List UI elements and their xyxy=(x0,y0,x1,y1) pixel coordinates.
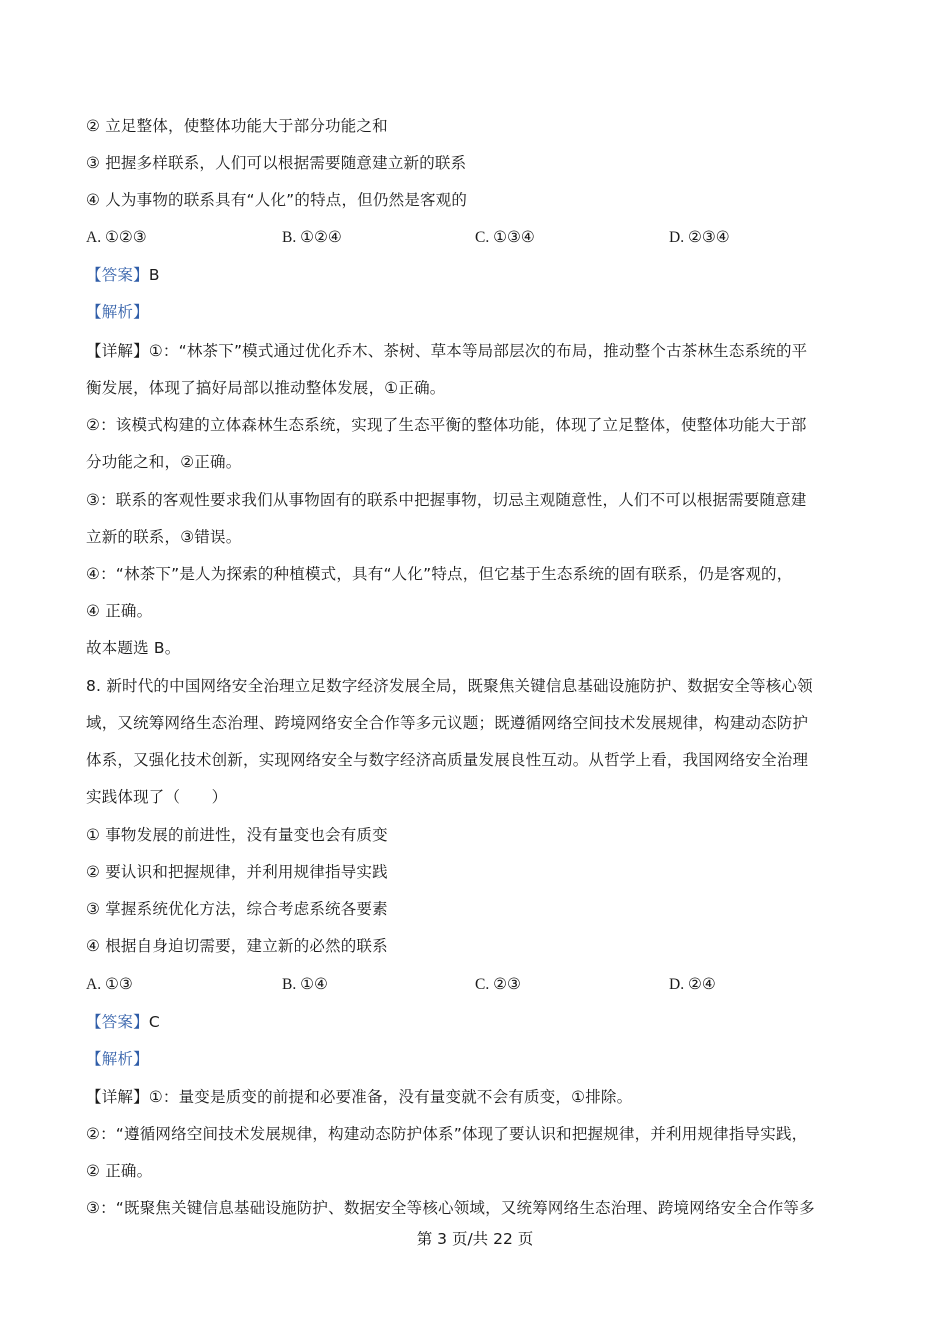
q7-detail-2: ②：该模式构建的立体森林生态系统，实现了生态平衡的整体功能，体现了立足整体，使整体功能大于部 xyxy=(86,416,807,434)
detail-tag: 【详解】 xyxy=(86,342,149,360)
q7-analysis-heading xyxy=(86,301,876,323)
q7-detail-1-cont: 衡发展，体现了搞好局部以推动整体发展，①正确。 xyxy=(86,379,446,397)
q8-detail-1-text: ①：量变是质变的前提和必要准备，没有量变就不会有质变，①排除。 xyxy=(148,1088,633,1106)
detail-tag: 【详解】 xyxy=(86,1088,149,1106)
q7-option-d: D. ②③④ xyxy=(669,229,730,246)
q8-option-b: B. ①④ xyxy=(282,976,328,993)
q8-options xyxy=(86,974,876,996)
answer-tag: 【答案】 xyxy=(86,266,149,284)
q8-analysis-heading xyxy=(86,1048,876,1070)
q8-statement-1: ① 事物发展的前进性，没有量变也会有质变 xyxy=(86,826,388,844)
analysis-tag: 【解析】 xyxy=(86,1050,149,1068)
q8-stem-2: 域，又统筹网络生态治理、跨境网络安全合作等多元议题；既遵循网络空间技术发展规律，构建动态防护 xyxy=(86,714,809,732)
q8-statement-2: ② 要认识和把握规律，并利用规律指导实践 xyxy=(86,863,388,881)
q7-detail-2-cont: 分功能之和，②正确。 xyxy=(86,453,242,471)
q8-stem-3: 体系，又强化技术创新，实现网络安全与数字经济高质量发展良性互动。从哲学上看，我国网络安全治理 xyxy=(86,751,809,769)
q7-statement-2: ② 立足整体，使整体功能大于部分功能之和 xyxy=(86,117,388,135)
q8-option-a: A. ①③ xyxy=(86,976,133,993)
answer-value: B xyxy=(148,266,160,284)
q8-detail-3: ③：“既聚焦关键信息基础设施防护、数据安全等核心领域，又统筹网络生态治理、跨境网络安全合作等多 xyxy=(86,1199,815,1217)
answer-value: C xyxy=(148,1013,160,1031)
q7-option-b: B. ①②④ xyxy=(282,229,342,246)
q7-options xyxy=(86,227,876,249)
answer-tag: 【答案】 xyxy=(86,1013,149,1031)
q7-detail-1 xyxy=(86,340,876,362)
q7-detail-3-cont: 立新的联系，③错误。 xyxy=(86,528,242,546)
q8-detail-2-cont: ② 正确。 xyxy=(86,1162,153,1180)
q7-detail-4: ④：“林茶下”是人为探索的种植模式，具有“人化”特点，但它基于生态系统的固有联系，仍是客观的， xyxy=(86,565,793,583)
q7-answer xyxy=(86,264,876,286)
page-footer: 第 3 页/共 22 页 xyxy=(416,1230,534,1248)
q8-option-d: D. ②④ xyxy=(669,976,716,993)
analysis-tag: 【解析】 xyxy=(86,303,149,321)
q8-statement-3: ③ 掌握系统优化方法，综合考虑系统各要素 xyxy=(86,900,388,918)
q7-statement-3: ③ 把握多样联系，人们可以根据需要随意建立新的联系 xyxy=(86,154,467,172)
q7-detail-3: ③：联系的客观性要求我们从事物固有的联系中把握事物，切忌主观随意性，人们不可以根据需要随意建 xyxy=(86,491,807,509)
q7-statement-4: ④ 人为事物的联系具有“人化”的特点，但仍然是客观的 xyxy=(86,191,468,209)
q8-detail-2: ②：“遵循网络空间技术发展规律，构建动态防护体系”体现了要认识和把握规律，并利用规律指导实践， xyxy=(86,1125,808,1143)
q7-detail-4-cont: ④ 正确。 xyxy=(86,602,153,620)
q8-statement-4: ④ 根据自身迫切需要，建立新的必然的联系 xyxy=(86,937,388,955)
q8-answer xyxy=(86,1011,876,1033)
q7-option-a: A. ①②③ xyxy=(86,229,147,246)
q8-stem-1: 8. 新时代的中国网络安全治理立足数字经济发展全局，既聚焦关键信息基础设施防护、数据安全等核心领 xyxy=(86,677,813,695)
q7-detail-1-text: ①：“林茶下”模式通过优化乔木、茶树、草本等局部层次的布局，推动整个古茶林生态系统的平 xyxy=(148,342,808,360)
q7-conclusion: 故本题选 B。 xyxy=(86,639,181,657)
q7-option-c: C. ①③④ xyxy=(475,229,535,246)
q8-stem-4: 实践体现了（ ） xyxy=(86,788,228,806)
q8-option-c: C. ②③ xyxy=(475,976,521,993)
q8-detail-1 xyxy=(86,1086,876,1108)
